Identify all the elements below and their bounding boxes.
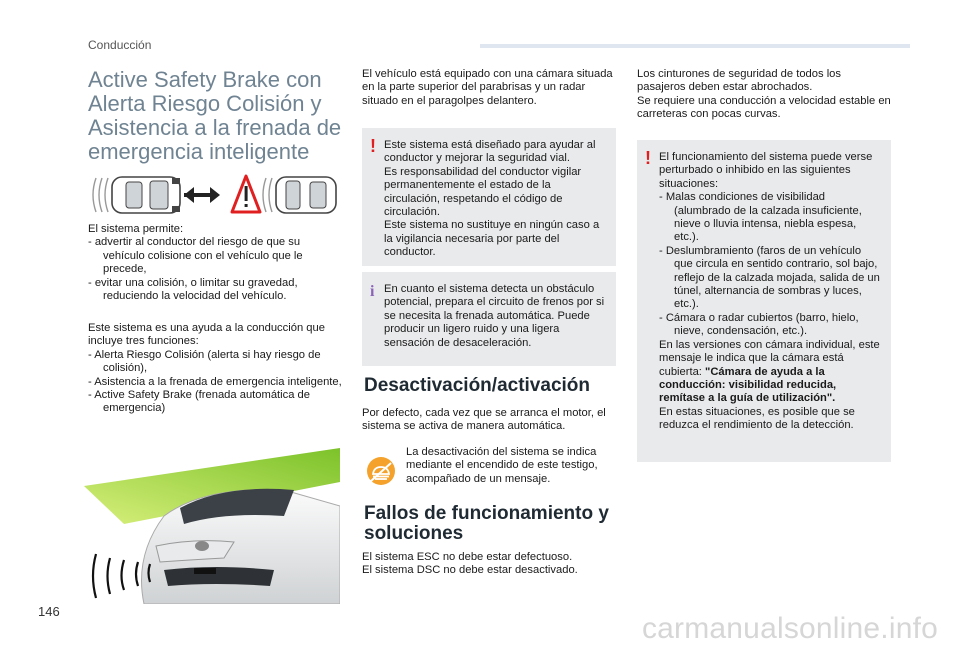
watermark-text: carmanualsonline.info bbox=[641, 612, 938, 645]
section-header: Conducción bbox=[88, 38, 152, 52]
warning-triangle-icon bbox=[232, 176, 260, 212]
versions-intro: En las versiones con cámara individual, este mensaje le indica que la cámara está cubierta: bbox=[659, 338, 880, 378]
faults-heading-line: soluciones bbox=[364, 523, 464, 544]
front-car-icon bbox=[276, 177, 336, 213]
page-number: 146 bbox=[38, 604, 60, 619]
warning-lamp-icon bbox=[366, 456, 396, 486]
collision-diagram bbox=[92, 172, 340, 218]
functions-intro: Este sistema es una ayuda a la conducción que incluye tres funciones: bbox=[88, 322, 325, 348]
page-title bbox=[88, 68, 350, 164]
title-line: emergencia inteligente bbox=[88, 139, 310, 164]
permits-intro: El sistema permite: bbox=[88, 223, 184, 235]
title-line: Active Safety Brake con bbox=[88, 67, 322, 92]
warning-box-driver bbox=[362, 128, 616, 266]
car-front-photo bbox=[84, 446, 340, 604]
warning-line: Este sistema está diseñado para ayudar al conductor y mejorar la seguridad vial. bbox=[384, 139, 596, 165]
list-item: - evitar una colisión, o limitar su gravedad, reduciendo la velocidad del vehículo. bbox=[88, 276, 298, 303]
seatbelt-requirements bbox=[637, 68, 891, 122]
system-permits bbox=[88, 223, 344, 303]
faults-text bbox=[362, 551, 616, 578]
faults-heading-line: Fallos de funcionamiento y bbox=[364, 503, 609, 524]
list-item: - advertir al conductor del riesgo de que su vehículo colisione con el vehículo que le precede, bbox=[88, 236, 303, 276]
warning-exclamation-icon: ! bbox=[370, 136, 376, 156]
versions-text bbox=[659, 339, 881, 406]
title-line: Asistencia a la frenada de bbox=[88, 115, 342, 140]
rear-car-icon bbox=[112, 177, 180, 213]
arrow-icon bbox=[184, 187, 220, 203]
warning-line: Este sistema no sustituye en ningún caso a la vigilancia necesaria por parte del conductor. bbox=[384, 219, 600, 259]
lamp-description: La desactivación del sistema se indica mediante el encendido de este testigo, acompañado de un mensaje. bbox=[406, 446, 598, 485]
info-box-braking bbox=[362, 272, 616, 366]
warning-intro: El funcionamiento del sistema puede verse perturbado o inhibido en las siguientes situaciones: bbox=[659, 151, 873, 190]
warning-exclamation-icon: ! bbox=[645, 148, 651, 168]
list-item: - Cámara o radar cubiertos (barro, hielo, nieve, condensación, etc.). bbox=[659, 311, 859, 338]
deactivation-text: Por defecto, cada vez que se arranca el motor, el sistema se activa de manera automática. bbox=[362, 407, 606, 433]
faults-line: El sistema DSC no debe estar desactivado. bbox=[362, 564, 578, 577]
warning-box-conditions bbox=[637, 140, 891, 462]
info-icon: i bbox=[370, 283, 375, 300]
list-item: - Malas condiciones de visibilidad (alumbrado de la calzada insuficiente, nieve o lluvia intensa, niebla espesa, etc.). bbox=[659, 191, 862, 244]
warning-end: En estas situaciones, es posible que se reduzca el rendimiento de la detección. bbox=[659, 405, 855, 432]
faults-heading bbox=[364, 504, 609, 544]
list-item: - Alerta Riesgo Colisión (alerta si hay riesgo de colisión), bbox=[88, 348, 321, 375]
title-line: Alerta Riesgo Colisión y bbox=[88, 91, 322, 116]
header-bar bbox=[480, 44, 910, 48]
list-item: - Deslumbramiento (faros de un vehículo que circula en sentido contrario, sol bajo, reflejo de la calzada mojada, salida de un túnel, alternancia de sombras y luces, etc.). bbox=[659, 244, 880, 311]
list-item: - Active Safety Brake (frenada automática de emergencia) bbox=[88, 389, 311, 415]
deactivation-heading: Desactivación/activación bbox=[364, 375, 590, 396]
info-text: En cuanto el sistema detecta un obstáculo potencial, prepara el circuito de frenos por si se necesita la frenada automática. Puede producir un ligero ruido y una ligera sensación de desaceleración. bbox=[384, 283, 605, 349]
list-item: - Asistencia a la frenada de emergencia inteligente, bbox=[88, 375, 342, 388]
warning-line: Es responsabilidad del conductor vigilar permanentemente el estado de la circulación, respetando el código de circulación. bbox=[384, 165, 582, 219]
system-functions bbox=[88, 322, 344, 416]
faults-line: El sistema ESC no debe estar defectuoso. bbox=[362, 551, 573, 563]
requirement-line: Se requiere una conducción a velocidad estable en carreteras con pocas curvas. bbox=[637, 94, 891, 121]
camera-message: "Cámara de ayuda a la conducción: visibilidad reducida, remítase a la guía de utilización". bbox=[659, 365, 837, 405]
requirement-line: Los cinturones de seguridad de todos los pasajeros deben estar abrochados. bbox=[637, 68, 841, 94]
camera-description: El vehículo está equipado con una cámara situada en la parte superior del parabrisas y un radar situado en el paragolpes delantero. bbox=[362, 68, 613, 107]
